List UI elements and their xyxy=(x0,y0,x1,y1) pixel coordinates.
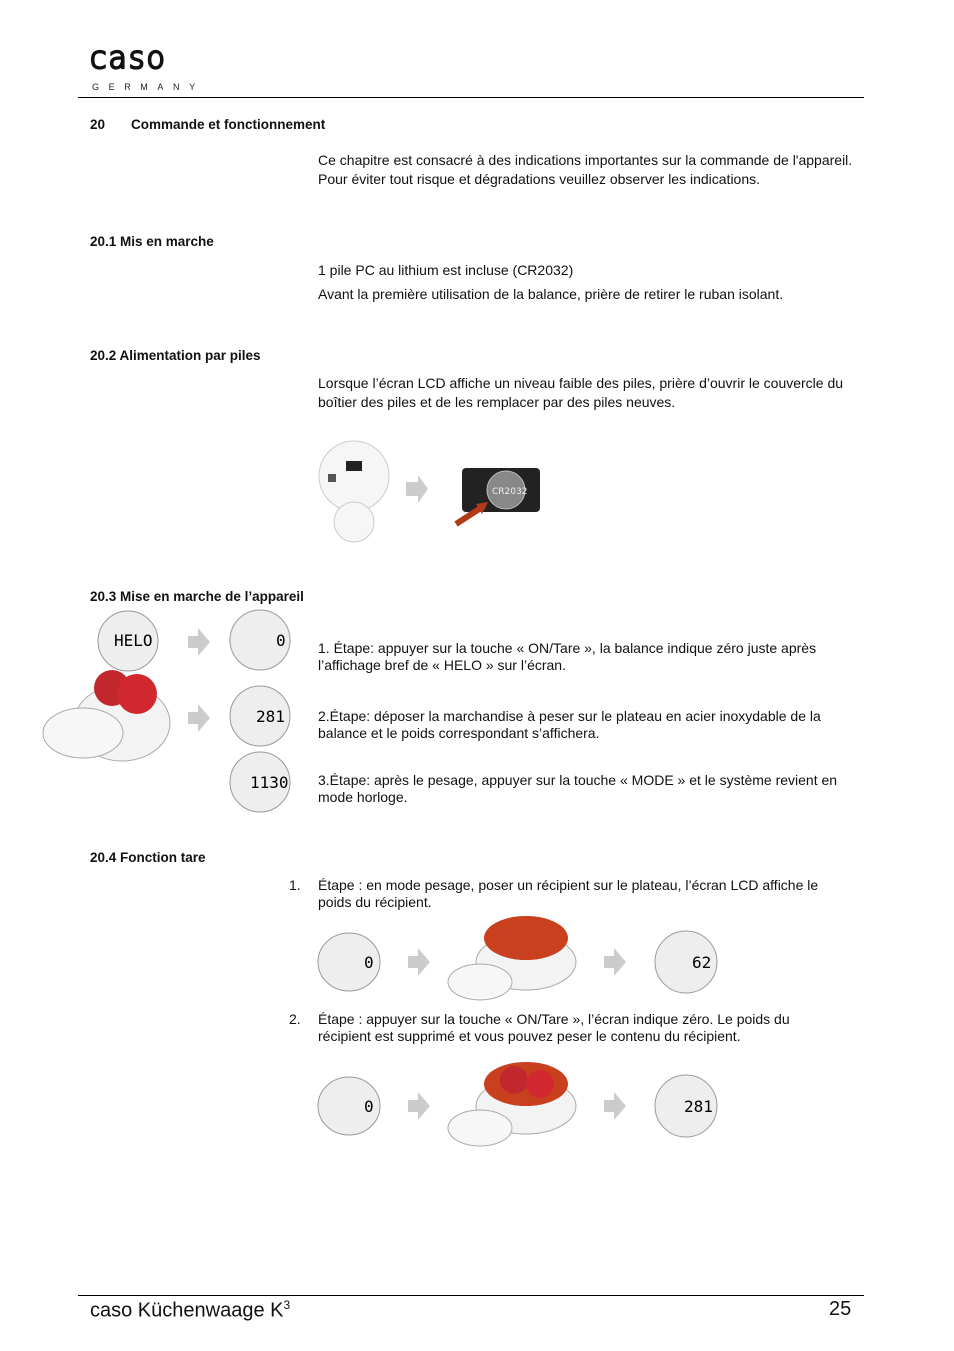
battery-diagram xyxy=(316,440,556,544)
footer-rule xyxy=(78,1295,864,1296)
arrow-right-icon xyxy=(188,704,210,732)
tare-diagram-2 xyxy=(316,1056,726,1152)
tomato-icon xyxy=(526,1070,554,1098)
tomato-icon xyxy=(117,674,157,714)
section-title: Commande et fonctionnement xyxy=(131,117,326,132)
battery-included-text: 1 pile PC au lithium est incluse (CR2032) xyxy=(318,262,574,278)
section-intro: Ce chapitre est consacré à des indications importantes sur la commande de l'appareil. Pour éviter tout risque et dégradations veuillez observer les indications. xyxy=(318,152,853,187)
page-number: 25 xyxy=(829,1298,852,1320)
scale-base xyxy=(448,964,512,1000)
power-step-1: 1. Étape: appuyer sur la touche « ON/Tare », la balance indique zéro juste après l’affichage bref de « HELO » sur l’écran. xyxy=(318,640,817,673)
heading-20-4: 20.4 Fonction tare xyxy=(90,850,206,865)
logo-subtitle: GERMANY xyxy=(92,82,205,92)
battery-replace-text: Lorsque l’écran LCD affiche un niveau faible des piles, prière d’ouvrir le couvercle du boîtier des piles et de les remplacer par des piles neuves. xyxy=(318,375,844,410)
arrow-right-icon xyxy=(408,948,430,976)
power-step-2: 2.Étape: déposer la marchandise à peser sur le plateau en acier inoxydable de la balance et le poids correspondant s’affichera. xyxy=(318,708,821,741)
tomato-icon xyxy=(500,1066,528,1094)
lcd-text: 0 xyxy=(364,1097,374,1116)
footer-title xyxy=(90,1298,290,1323)
battery-lid xyxy=(346,461,362,471)
tare-diagram-1 xyxy=(316,914,726,1004)
scale-back-bottom xyxy=(334,502,374,542)
scale-base xyxy=(43,708,123,758)
lock-icon xyxy=(328,474,336,482)
remove-tape-text: Avant la première utilisation de la balance, prière de retirer le ruban isolant. xyxy=(318,286,784,302)
arrow-right-icon xyxy=(188,628,210,656)
scale-base xyxy=(448,1110,512,1146)
lcd-text: 0 xyxy=(364,953,374,972)
heading-20-1: 20.1 Mis en marche xyxy=(90,234,214,249)
bowl-icon xyxy=(484,916,568,960)
lcd-text: HELO xyxy=(114,631,153,650)
caso-logo-text: caso xyxy=(90,44,167,74)
lcd-text: 281 xyxy=(256,707,285,726)
lcd-text: 0 xyxy=(276,631,286,650)
tare-step-2-number: 2. xyxy=(289,1011,301,1027)
arrow-right-icon xyxy=(406,475,428,503)
arrow-right-icon xyxy=(604,948,626,976)
header-rule xyxy=(78,97,864,98)
power-on-diagram xyxy=(40,608,300,818)
lcd-text: 1130 xyxy=(250,773,289,792)
footer-title-superscript: 3 xyxy=(283,1298,291,1312)
tare-step-1-number: 1. xyxy=(289,877,301,893)
section-number: 20 xyxy=(90,117,106,132)
battery-label: CR2032 xyxy=(492,487,528,497)
lcd-text: 281 xyxy=(684,1097,713,1116)
footer-title-text: caso Küchenwaage K xyxy=(90,1299,284,1322)
tare-step-2: Étape : appuyer sur la touche « ON/Tare », l’écran indique zéro. Le poids du récipient est supprimé et vous pouvez peser le contenu du récipient. xyxy=(318,1011,790,1044)
heading-20-2: 20.2 Alimentation par piles xyxy=(90,348,261,363)
tare-step-1: Étape : en mode pesage, poser un récipient sur le plateau, l’écran LCD affiche le poids du récipient. xyxy=(318,877,819,910)
arrow-right-icon xyxy=(408,1092,430,1120)
arrow-right-icon xyxy=(604,1092,626,1120)
lcd-text: 62 xyxy=(692,953,712,972)
caso-logo xyxy=(90,44,200,74)
heading-20-3: 20.3 Mise en marche de l’appareil xyxy=(90,589,304,604)
power-step-3: 3.Étape: après le pesage, appuyer sur la touche « MODE » et le système revient en mode horloge. xyxy=(318,772,838,805)
